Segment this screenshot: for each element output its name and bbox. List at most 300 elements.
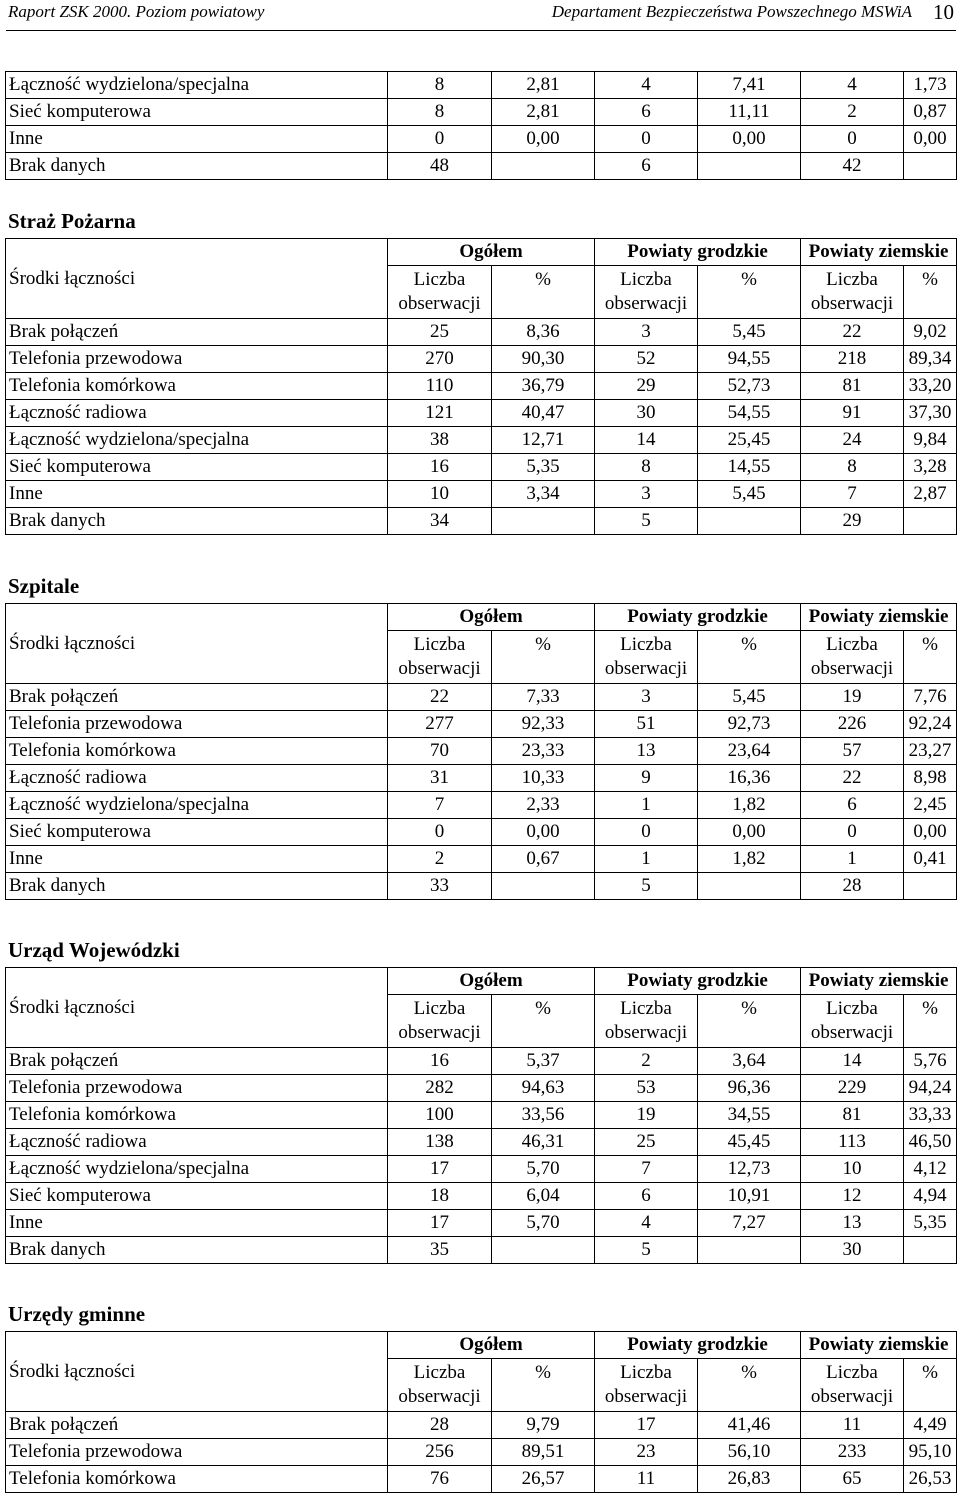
row-value: 5,70: [492, 1210, 595, 1237]
row-label: Brak połączeń: [6, 1048, 388, 1075]
section-title: Szpitale: [8, 574, 80, 598]
row-value: 36,79: [492, 373, 595, 400]
table-row: [6, 346, 957, 373]
row-value: 8: [388, 99, 492, 126]
row-value: [698, 508, 801, 535]
row-value: 6: [595, 99, 698, 126]
column-group-header: Powiaty ziemskie: [801, 1332, 957, 1359]
table-row: [6, 99, 957, 126]
row-value: 45,45: [698, 1129, 801, 1156]
row-value: 16,36: [698, 765, 801, 792]
column-group-header: Ogółem: [388, 968, 595, 995]
row-value: 33,56: [492, 1102, 595, 1129]
column-header-count: Liczba obserwacji: [388, 266, 492, 319]
header-row-groups: [6, 1332, 957, 1359]
row-value: 3,64: [698, 1048, 801, 1075]
section-table: [5, 967, 957, 1264]
row-value: 23,27: [904, 738, 957, 765]
table-row: [6, 1237, 957, 1264]
row-value: 92,73: [698, 711, 801, 738]
row-value: 282: [388, 1075, 492, 1102]
column-group-header: Powiaty grodzkie: [595, 604, 801, 631]
column-header-percent: %: [698, 631, 801, 684]
table-row: [6, 1102, 957, 1129]
row-label: Brak połączeń: [6, 1412, 388, 1439]
column-group-header: Powiaty ziemskie: [801, 239, 957, 266]
table-row: [6, 1183, 957, 1210]
row-value: 218: [801, 346, 904, 373]
row-value: 22: [801, 319, 904, 346]
column-header-percent: %: [492, 266, 595, 319]
row-value: 0: [388, 126, 492, 153]
column-header-count: Liczba obserwacji: [388, 631, 492, 684]
row-label: Brak danych: [6, 1237, 388, 1264]
header-department: Departament Bezpieczeństwa Powszechnego MSWiA: [551, 2, 912, 21]
column-header-corner: Środki łączności: [6, 604, 388, 684]
row-value: 2,81: [492, 72, 595, 99]
row-value: 11: [801, 1412, 904, 1439]
row-value: 12: [801, 1183, 904, 1210]
column-header-corner: Środki łączności: [6, 968, 388, 1048]
header-row-groups: [6, 968, 957, 995]
row-value: 13: [595, 738, 698, 765]
row-value: 5,35: [492, 454, 595, 481]
row-value: 90,30: [492, 346, 595, 373]
table-row: [6, 454, 957, 481]
row-label: Inne: [6, 126, 388, 153]
row-value: 81: [801, 373, 904, 400]
header-row-groups: [6, 239, 957, 266]
table-row: [6, 1210, 957, 1237]
column-header-percent: %: [904, 631, 957, 684]
section-title: Urząd Wojewódzki: [8, 938, 180, 962]
column-group-header: Powiaty grodzkie: [595, 239, 801, 266]
column-header-percent: %: [492, 631, 595, 684]
row-value: 25: [595, 1129, 698, 1156]
row-value: 94,63: [492, 1075, 595, 1102]
table-row: [6, 1412, 957, 1439]
row-value: 25,45: [698, 427, 801, 454]
table-row: [6, 711, 957, 738]
row-value: 7: [801, 481, 904, 508]
row-value: 226: [801, 711, 904, 738]
row-label: Łączność wydzielona/specjalna: [6, 427, 388, 454]
row-value: 3: [595, 481, 698, 508]
row-label: Brak połączeń: [6, 319, 388, 346]
row-label: Łączność wydzielona/specjalna: [6, 72, 388, 99]
row-value: 5,45: [698, 684, 801, 711]
row-value: 6: [801, 792, 904, 819]
row-value: 92,24: [904, 711, 957, 738]
table-row: [6, 1048, 957, 1075]
row-value: 0,00: [904, 126, 957, 153]
table-row: [6, 319, 957, 346]
row-value: 2: [388, 846, 492, 873]
row-value: 81: [801, 1102, 904, 1129]
column-group-header: Powiaty grodzkie: [595, 968, 801, 995]
row-label: Brak danych: [6, 873, 388, 900]
row-value: 25: [388, 319, 492, 346]
row-value: 19: [595, 1102, 698, 1129]
column-group-header: Powiaty ziemskie: [801, 604, 957, 631]
row-value: 0,00: [904, 819, 957, 846]
row-value: 9: [595, 765, 698, 792]
table-row: [6, 738, 957, 765]
table-row: [6, 792, 957, 819]
row-value: 2,45: [904, 792, 957, 819]
page-header: [6, 0, 956, 31]
row-value: 6,04: [492, 1183, 595, 1210]
row-value: 4,94: [904, 1183, 957, 1210]
row-value: 1: [595, 846, 698, 873]
row-value: 233: [801, 1439, 904, 1466]
row-value: [492, 508, 595, 535]
table-row: [6, 427, 957, 454]
row-value: 89,34: [904, 346, 957, 373]
table-row: [6, 373, 957, 400]
row-value: 35: [388, 1237, 492, 1264]
row-value: 40,47: [492, 400, 595, 427]
column-header-count: Liczba obserwacji: [595, 1359, 698, 1412]
table-row: [6, 1439, 957, 1466]
row-value: 0,67: [492, 846, 595, 873]
column-group-header: Ogółem: [388, 1332, 595, 1359]
row-value: 3: [595, 684, 698, 711]
table-row: [6, 126, 957, 153]
row-value: 1: [595, 792, 698, 819]
header-row-groups: [6, 604, 957, 631]
row-label: Brak połączeń: [6, 684, 388, 711]
row-value: 0,87: [904, 99, 957, 126]
row-label: Brak danych: [6, 508, 388, 535]
row-value: 1,73: [904, 72, 957, 99]
row-value: 19: [801, 684, 904, 711]
row-value: 270: [388, 346, 492, 373]
row-value: 26,53: [904, 1466, 957, 1493]
row-value: 9,79: [492, 1412, 595, 1439]
row-value: 38: [388, 427, 492, 454]
column-header-percent: %: [904, 995, 957, 1048]
row-value: 0: [388, 819, 492, 846]
row-value: 5,35: [904, 1210, 957, 1237]
row-value: 1: [801, 846, 904, 873]
row-value: 10: [388, 481, 492, 508]
row-value: [492, 153, 595, 180]
row-value: 57: [801, 738, 904, 765]
page-number: 10: [933, 0, 954, 24]
column-group-header: Ogółem: [388, 604, 595, 631]
row-value: 53: [595, 1075, 698, 1102]
row-value: 0: [595, 126, 698, 153]
row-value: 17: [388, 1156, 492, 1183]
row-value: 95,10: [904, 1439, 957, 1466]
row-value: 54,55: [698, 400, 801, 427]
row-value: 42: [801, 153, 904, 180]
row-value: 34: [388, 508, 492, 535]
row-value: 7: [388, 792, 492, 819]
table-row: [6, 1075, 957, 1102]
section-table: [5, 603, 957, 900]
row-value: [698, 873, 801, 900]
row-value: 70: [388, 738, 492, 765]
row-value: [492, 1237, 595, 1264]
row-value: 46,50: [904, 1129, 957, 1156]
row-value: 7,27: [698, 1210, 801, 1237]
row-value: 51: [595, 711, 698, 738]
row-value: 8,36: [492, 319, 595, 346]
row-value: 29: [801, 508, 904, 535]
row-label: Telefonia komórkowa: [6, 1466, 388, 1493]
row-value: 14: [595, 427, 698, 454]
row-value: 31: [388, 765, 492, 792]
row-value: 23: [595, 1439, 698, 1466]
section-table: [5, 238, 957, 535]
row-value: 5: [595, 508, 698, 535]
row-value: 5,76: [904, 1048, 957, 1075]
column-header-count: Liczba obserwacji: [388, 1359, 492, 1412]
row-value: 10: [801, 1156, 904, 1183]
row-value: 229: [801, 1075, 904, 1102]
row-value: 33,20: [904, 373, 957, 400]
row-value: 76: [388, 1466, 492, 1493]
table-row: [6, 684, 957, 711]
table-row: [6, 153, 957, 180]
row-label: Telefonia komórkowa: [6, 738, 388, 765]
header-report-title: Raport ZSK 2000. Poziom powiatowy: [8, 2, 265, 21]
row-value: 7,33: [492, 684, 595, 711]
column-header-count: Liczba obserwacji: [595, 995, 698, 1048]
row-value: [904, 508, 957, 535]
row-value: 10,91: [698, 1183, 801, 1210]
row-value: 8: [388, 72, 492, 99]
column-header-corner: Środki łączności: [6, 239, 388, 319]
row-value: 5,70: [492, 1156, 595, 1183]
row-value: 94,24: [904, 1075, 957, 1102]
row-value: 0,00: [492, 819, 595, 846]
row-value: 4: [595, 72, 698, 99]
row-value: 2,33: [492, 792, 595, 819]
row-value: 6: [595, 1183, 698, 1210]
row-value: 91: [801, 400, 904, 427]
row-value: 28: [801, 873, 904, 900]
row-label: Sieć komputerowa: [6, 819, 388, 846]
row-value: 16: [388, 1048, 492, 1075]
row-value: 121: [388, 400, 492, 427]
row-value: 2,81: [492, 99, 595, 126]
column-header-percent: %: [904, 1359, 957, 1412]
row-label: Inne: [6, 481, 388, 508]
row-label: Telefonia komórkowa: [6, 1102, 388, 1129]
row-value: 256: [388, 1439, 492, 1466]
table-row: [6, 819, 957, 846]
column-header-percent: %: [698, 266, 801, 319]
row-value: 37,30: [904, 400, 957, 427]
row-value: 9,84: [904, 427, 957, 454]
row-value: 2: [595, 1048, 698, 1075]
row-label: Telefonia przewodowa: [6, 711, 388, 738]
table-row: [6, 846, 957, 873]
row-label: Inne: [6, 1210, 388, 1237]
column-header-corner: Środki łączności: [6, 1332, 388, 1412]
row-value: 17: [595, 1412, 698, 1439]
row-value: 33: [388, 873, 492, 900]
row-value: 41,46: [698, 1412, 801, 1439]
row-value: 96,36: [698, 1075, 801, 1102]
row-value: [904, 873, 957, 900]
column-header-count: Liczba obserwacji: [595, 631, 698, 684]
row-value: 10,33: [492, 765, 595, 792]
row-value: 22: [388, 684, 492, 711]
row-value: 2,87: [904, 481, 957, 508]
row-value: 0: [801, 819, 904, 846]
row-value: 30: [801, 1237, 904, 1264]
row-value: 113: [801, 1129, 904, 1156]
row-value: 94,55: [698, 346, 801, 373]
row-value: 18: [388, 1183, 492, 1210]
table-row: [6, 1466, 957, 1493]
row-value: 16: [388, 454, 492, 481]
row-value: 52,73: [698, 373, 801, 400]
column-header-count: Liczba obserwacji: [801, 995, 904, 1048]
row-value: 29: [595, 373, 698, 400]
row-value: 14: [801, 1048, 904, 1075]
row-value: 34,55: [698, 1102, 801, 1129]
row-value: 23,64: [698, 738, 801, 765]
row-value: 4,49: [904, 1412, 957, 1439]
row-value: 5,37: [492, 1048, 595, 1075]
row-value: 138: [388, 1129, 492, 1156]
row-label: Łączność radiowa: [6, 400, 388, 427]
row-value: 89,51: [492, 1439, 595, 1466]
column-header-percent: %: [698, 1359, 801, 1412]
row-value: 1,82: [698, 846, 801, 873]
row-value: 100: [388, 1102, 492, 1129]
row-value: 5: [595, 873, 698, 900]
row-value: 0,00: [698, 126, 801, 153]
row-value: 8: [801, 454, 904, 481]
row-label: Telefonia komórkowa: [6, 373, 388, 400]
row-value: 7: [595, 1156, 698, 1183]
row-value: 17: [388, 1210, 492, 1237]
row-value: 0: [595, 819, 698, 846]
continuation-table: [5, 71, 957, 180]
row-value: 3,34: [492, 481, 595, 508]
section-title: Straż Pożarna: [8, 209, 136, 233]
table-row: [6, 508, 957, 535]
column-header-percent: %: [492, 995, 595, 1048]
row-value: 56,10: [698, 1439, 801, 1466]
row-value: 0,00: [492, 126, 595, 153]
row-value: 14,55: [698, 454, 801, 481]
table-row: [6, 873, 957, 900]
row-value: 4: [595, 1210, 698, 1237]
row-value: 1,82: [698, 792, 801, 819]
column-header-percent: %: [904, 266, 957, 319]
row-value: 0: [801, 126, 904, 153]
table-row: [6, 1156, 957, 1183]
row-value: 28: [388, 1412, 492, 1439]
row-label: Brak danych: [6, 153, 388, 180]
row-value: 9,02: [904, 319, 957, 346]
row-value: [492, 873, 595, 900]
row-value: 2: [801, 99, 904, 126]
row-value: 7,76: [904, 684, 957, 711]
section-title: Urzędy gminne: [8, 1302, 146, 1326]
row-value: 3,28: [904, 454, 957, 481]
column-header-count: Liczba obserwacji: [801, 266, 904, 319]
row-value: 7,41: [698, 72, 801, 99]
row-value: [698, 1237, 801, 1264]
row-label: Łączność wydzielona/specjalna: [6, 792, 388, 819]
row-value: 12,71: [492, 427, 595, 454]
table-row: [6, 481, 957, 508]
row-value: 48: [388, 153, 492, 180]
row-value: 11,11: [698, 99, 801, 126]
column-group-header: Ogółem: [388, 239, 595, 266]
row-value: 46,31: [492, 1129, 595, 1156]
row-value: 4: [801, 72, 904, 99]
row-value: 13: [801, 1210, 904, 1237]
section-table: [5, 1331, 957, 1493]
row-label: Sieć komputerowa: [6, 1183, 388, 1210]
row-label: Łączność radiowa: [6, 765, 388, 792]
row-value: 8,98: [904, 765, 957, 792]
row-value: 5,45: [698, 319, 801, 346]
row-value: [904, 1237, 957, 1264]
row-value: 92,33: [492, 711, 595, 738]
table-row: [6, 72, 957, 99]
row-value: 0,41: [904, 846, 957, 873]
row-value: 52: [595, 346, 698, 373]
row-label: Łączność radiowa: [6, 1129, 388, 1156]
row-value: 24: [801, 427, 904, 454]
row-value: 277: [388, 711, 492, 738]
row-value: 11: [595, 1466, 698, 1493]
row-value: 26,83: [698, 1466, 801, 1493]
row-value: 65: [801, 1466, 904, 1493]
row-value: 12,73: [698, 1156, 801, 1183]
row-value: 3: [595, 319, 698, 346]
column-group-header: Powiaty ziemskie: [801, 968, 957, 995]
row-value: 23,33: [492, 738, 595, 765]
row-label: Telefonia przewodowa: [6, 346, 388, 373]
row-value: 33,33: [904, 1102, 957, 1129]
column-group-header: Powiaty grodzkie: [595, 1332, 801, 1359]
column-header-count: Liczba obserwacji: [388, 995, 492, 1048]
row-label: Sieć komputerowa: [6, 454, 388, 481]
row-value: 26,57: [492, 1466, 595, 1493]
row-value: [904, 153, 957, 180]
row-value: 5: [595, 1237, 698, 1264]
row-value: [698, 153, 801, 180]
row-value: 6: [595, 153, 698, 180]
row-value: 8: [595, 454, 698, 481]
column-header-count: Liczba obserwacji: [801, 631, 904, 684]
row-label: Telefonia przewodowa: [6, 1075, 388, 1102]
column-header-count: Liczba obserwacji: [801, 1359, 904, 1412]
table-row: [6, 765, 957, 792]
row-value: 4,12: [904, 1156, 957, 1183]
column-header-percent: %: [492, 1359, 595, 1412]
row-label: Inne: [6, 846, 388, 873]
row-value: 22: [801, 765, 904, 792]
column-header-count: Liczba obserwacji: [595, 266, 698, 319]
table-row: [6, 1129, 957, 1156]
row-value: 0,00: [698, 819, 801, 846]
row-label: Telefonia przewodowa: [6, 1439, 388, 1466]
row-value: 110: [388, 373, 492, 400]
row-value: 5,45: [698, 481, 801, 508]
